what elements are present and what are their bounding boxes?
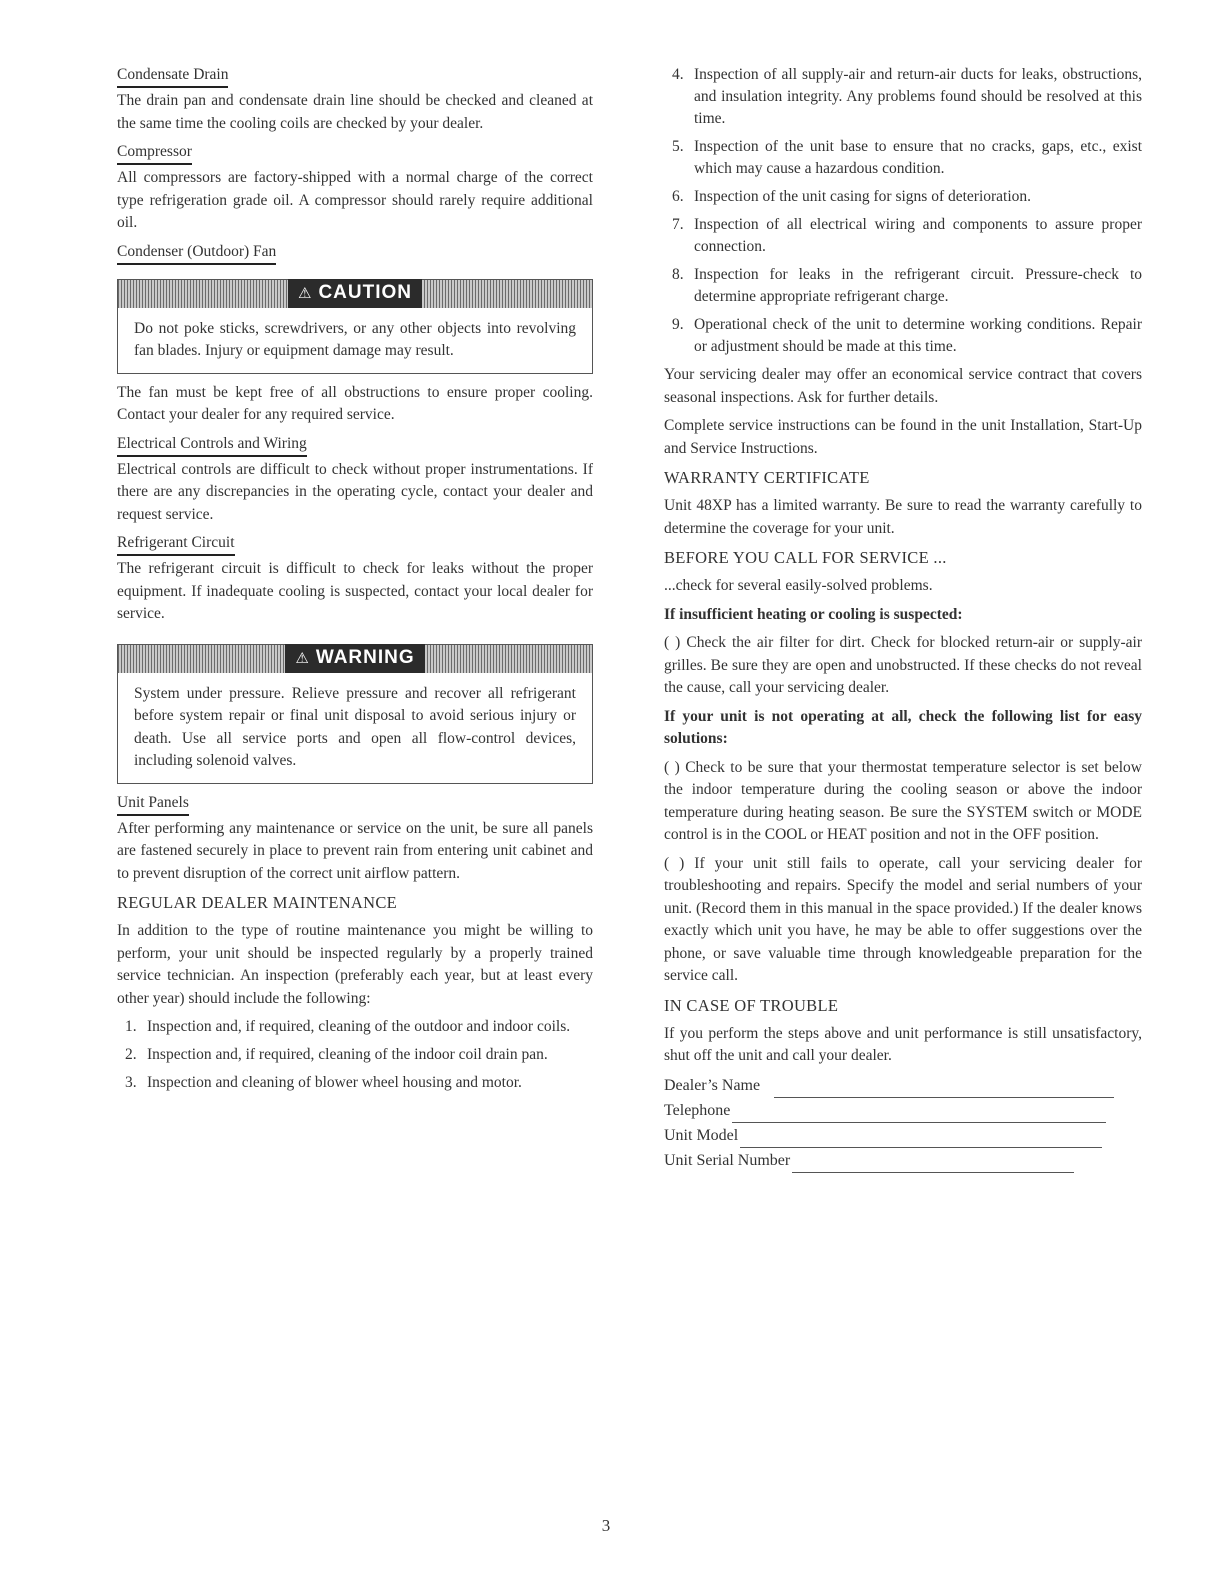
- maintenance-list-right: [664, 64, 1142, 358]
- electrical-heading: Electrical Controls and Wiring: [117, 433, 307, 457]
- contract-text: Your servicing dealer may offer an economical service contract that covers seasonal inspections. Ask for further details.: [664, 366, 1142, 406]
- dealer-name-line[interactable]: [774, 1079, 1114, 1098]
- before-service-heading: BEFORE YOU CALL FOR SERVICE ...: [664, 548, 947, 567]
- unit-model-line[interactable]: [740, 1129, 1102, 1148]
- not-operating-heading: If your unit is not operating at all, check the following list for easy solutions:: [664, 707, 1142, 747]
- left-column: [117, 64, 593, 1100]
- dealer-name-label: Dealer’s Name: [664, 1076, 761, 1094]
- warranty-text: Unit 48XP has a limited warranty. Be sure to read the warranty carefully to determine the coverage for your unit.: [664, 497, 1142, 537]
- fan-text: The fan must be kept free of all obstructions to ensure proper cooling. Contact your dealer for any required service.: [117, 383, 593, 423]
- list-item: 2. Inspection and, if required, cleaning of the indoor coil drain pan.: [125, 1046, 548, 1063]
- warranty-heading: WARRANTY CERTIFICATE: [664, 468, 870, 487]
- trouble-heading: IN CASE OF TROUBLE: [664, 995, 839, 1015]
- condensate-drain-heading: Condensate Drain: [117, 64, 228, 88]
- maintenance-heading: REGULAR DEALER MAINTENANCE: [117, 893, 398, 912]
- insufficient-text: ( ) Check the air filter for dirt. Check for blocked return-air or supply-air grilles. Be sure they are open and unobstructed. If these checks do not reveal the cause, call your servicing dealer.: [664, 634, 1142, 696]
- telephone-label: Telephone: [664, 1101, 731, 1119]
- refrigerant-text: The refrigerant circuit is difficult to check for leaks without the proper equipment. If inadequate cooling is suspected, contact your local dealer for service.: [117, 560, 593, 622]
- warning-triangle-icon: ⚠: [295, 650, 310, 667]
- unit-panels-heading: Unit Panels: [117, 792, 189, 816]
- list-item: 7. Inspection of all electrical wiring and components to assure proper connection.: [672, 216, 1142, 255]
- compressor-text: All compressors are factory-shipped with a normal charge of the correct type refrigeration grade oil. A compressor should rarely require additional oil.: [117, 169, 593, 231]
- thermostat-text: ( ) Check to be sure that your thermostat temperature selector is set below the indoor temperature during the cooling season or above the indoor temperature during heating season. Be sure the SYSTEM switch or MODE control is in the COOL or HEAT position and not in the OFF position.: [664, 758, 1142, 843]
- before-service-text: ...check for several easily-solved problems.: [664, 577, 933, 594]
- electrical-text: Electrical controls are difficult to check without proper instrumentations. If there are any discrepancies in the operating cycle, contact your dealer and request service.: [117, 460, 593, 523]
- caution-banner: [118, 280, 592, 308]
- warning-text: System under pressure. Relieve pressure and recover all refrigerant before system repair or final unit disposal to avoid serious injury or death. Use all service ports and open all flow-control devices, including solenoid valves.: [134, 684, 576, 769]
- dealer-name-field[interactable]: [664, 1074, 1142, 1098]
- caution-box: [117, 279, 593, 374]
- warning-box: [117, 644, 593, 784]
- list-item: 1. Inspection and, if required, cleaning of the outdoor and indoor coils.: [125, 1018, 571, 1035]
- unit-serial-line[interactable]: [792, 1154, 1074, 1173]
- unit-model-label: Unit Model: [664, 1126, 739, 1144]
- unit-serial-field[interactable]: [664, 1149, 1142, 1173]
- list-item: 9. Operational check of the unit to determine working conditions. Repair or adjustment should be made at this time.: [672, 316, 1142, 355]
- telephone-field[interactable]: [664, 1099, 1142, 1123]
- unit-panels-text: After performing any maintenance or service on the unit, be sure all panels are fastened securely in place to prevent rain from entering unit cabinet and to prevent disruption of the correct unit airflow pattern.: [117, 819, 593, 882]
- complete-instructions-text: Complete service instructions can be found in the unit Installation, Start-Up and Service Instructions.: [664, 417, 1142, 457]
- list-item: 5. Inspection of the unit base to ensure that no cracks, gaps, etc., exist which may cause a hazardous condition.: [672, 138, 1142, 177]
- right-column: [664, 64, 1142, 1174]
- condenser-fan-heading: Condenser (Outdoor) Fan: [117, 241, 276, 265]
- condensate-drain-text: The drain pan and condensate drain line should be checked and cleaned at the same time the cooling coils are checked by your dealer.: [117, 92, 593, 132]
- still-fails-text: ( ) If your unit still fails to operate, call your servicing dealer for troubleshooting and repairs. Specify the model and serial numbers of your unit. (Record them in this manual in the space provided.) If the dealer knows exactly which unit you have, he may be able to offer suggestions over the phone, or save valuable time through knowledgeable preparation for the service call.: [664, 854, 1142, 984]
- list-item: 4. Inspection of all supply-air and return-air ducts for leaks, obstructions, and insulation integrity. Any problems found should be resolved at this time.: [672, 66, 1142, 127]
- insufficient-heading: If insufficient heating or cooling is suspected:: [664, 605, 963, 623]
- telephone-line[interactable]: [732, 1104, 1106, 1123]
- caution-label: CAUTION: [318, 282, 412, 303]
- refrigerant-heading: Refrigerant Circuit: [117, 532, 235, 556]
- trouble-text: If you perform the steps above and unit performance is still unsatisfactory, shut off the unit and call your dealer.: [664, 1024, 1142, 1064]
- list-item: 3. Inspection and cleaning of blower wheel housing and motor.: [125, 1074, 522, 1091]
- caution-text: Do not poke sticks, screwdrivers, or any other objects into revolving fan blades. Injury or equipment damage may result.: [134, 319, 576, 359]
- maintenance-text: In addition to the type of routine maintenance you might be willing to perform, your unit should be inspected regularly by a properly trained service technician. An inspection (preferably each year, but at least every other year) should include the following:: [117, 922, 593, 1007]
- compressor-heading: Compressor: [117, 141, 192, 165]
- unit-model-field[interactable]: [664, 1124, 1142, 1148]
- list-item: 8. Inspection for leaks in the refrigerant circuit. Pressure-check to determine appropriate refrigerant charge.: [672, 266, 1142, 305]
- warning-label: WARNING: [315, 647, 415, 668]
- page-number: 3: [601, 1516, 611, 1535]
- list-item: 6. Inspection of the unit casing for signs of deterioration.: [672, 188, 1032, 205]
- warning-triangle-icon: ⚠: [297, 285, 313, 302]
- unit-serial-label: Unit Serial Number: [664, 1151, 791, 1169]
- warning-banner: [118, 645, 592, 673]
- maintenance-list-left: [117, 1016, 593, 1094]
